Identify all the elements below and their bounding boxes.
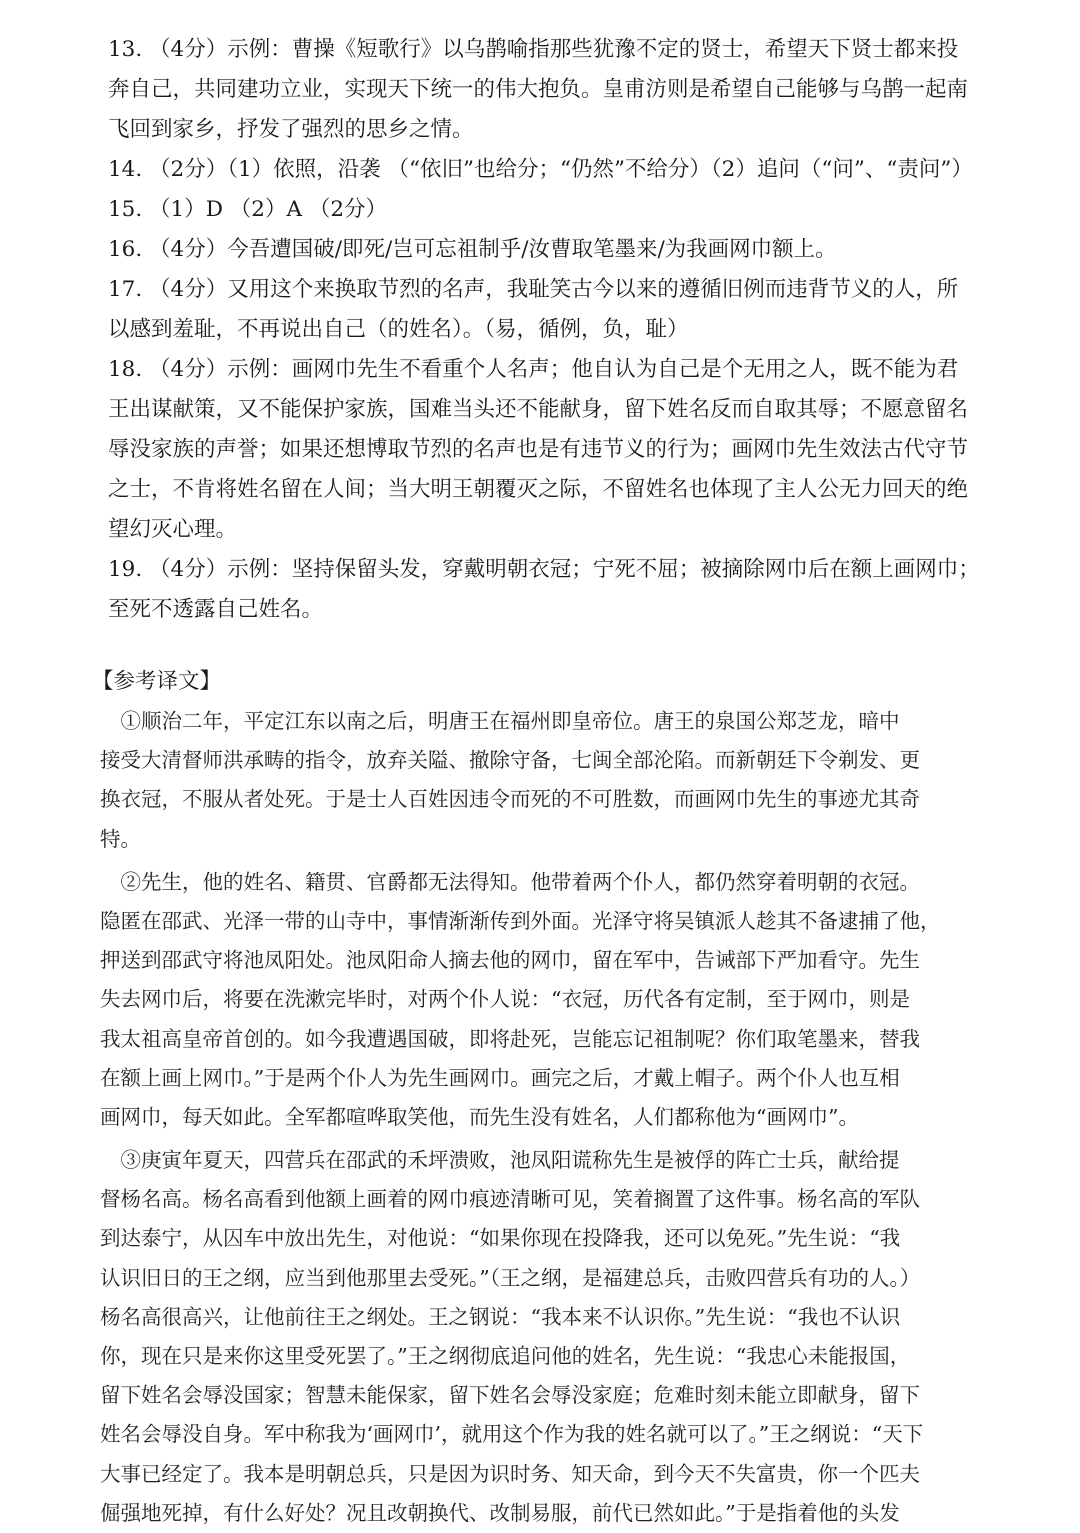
answer-item xyxy=(108,550,988,630)
translation-line: 认识旧日的王之纲，应当到他那里去受死。”（王之纲，是福建总兵，击败四营兵有功的人。） xyxy=(100,1265,921,1290)
translation-line: 在额上画上网巾。”于是两个仆人为先生画网巾。画完之后，才戴上帽子。两个仆人也互相 xyxy=(100,1065,900,1090)
answer-item xyxy=(108,230,988,270)
answer-line: 18. （4分）示例：画网巾先生不看重个人名声；他自认为自己是个无用之人，既不能为君 xyxy=(108,357,959,382)
answer-line: 王出谋献策，又不能保护家族，国难当头还不能献身，留下姓名反而自取其辱；不愿意留名 xyxy=(108,397,969,422)
reference-translation-section xyxy=(92,662,985,1533)
answer-line: 以感到羞耻，不再说出自己（的姓名）。（易，循例，负，耻） xyxy=(108,317,689,342)
translation-paragraph xyxy=(100,863,985,1137)
translation-line: 杨名高很高兴，让他前往王之纲处。王之钢说：“我本来不认识你。”先生说：“我也不认识 xyxy=(100,1304,901,1329)
answer-item xyxy=(108,30,988,150)
answer-item xyxy=(108,150,988,190)
translation-line: 特。 xyxy=(100,826,141,851)
answer-line: 16. （4分）今吾遭国破/即死/岂可忘祖制乎/汝曹取笔墨来/为我画网巾额上。 xyxy=(108,237,837,262)
answer-item xyxy=(108,350,988,550)
translation-line: 留下姓名会辱没国家；智慧未能保家，留下姓名会辱没家庭；危难时刻未能立即献身，留下 xyxy=(100,1383,920,1408)
translation-line: 姓名会辱没自身。军中称我为‘画网巾’，就用这个作为我的姓名就可以了。”王之纲说：“天下 xyxy=(100,1422,924,1447)
translation-paragraph xyxy=(100,702,985,859)
translation-line: 督杨名高。杨名高看到他额上画着的网巾痕迹清晰可见，笑着搁置了这件事。杨名高的军队 xyxy=(100,1187,920,1212)
answer-line: 之士，不肯将姓名留在人间；当大明王朝覆灭之际，不留姓名也体现了主人公无力回天的绝 xyxy=(108,477,969,502)
translation-paragraph xyxy=(100,1141,985,1533)
answer-line: 15. （1）D （2）A （2分） xyxy=(108,197,387,222)
translation-line: 大事已经定了。我本是明朝总兵，只是因为识时务、知天命，到今天不失富贵，你一个匹夫 xyxy=(100,1461,920,1486)
translation-line: 你，现在只是来你这里受死罢了。”王之纲彻底追问他的姓名，先生说：“我忠心未能报国， xyxy=(100,1344,911,1368)
translation-line: 换衣冠，不服从者处死。于是士人百姓因违令而死的不可胜数，而画网巾先生的事迹尤其奇 xyxy=(100,787,920,812)
translation-line: 接受大清督师洪承畴的指令，放弃关隘、撤除守备，七闽全部沦陷。而新朝廷下令剃发、更 xyxy=(100,748,920,773)
answer-item xyxy=(108,270,988,350)
answer-line: 17. （4分）又用这个来换取节烈的名声，我耻笑古今以来的遵循旧例而违背节义的人，所 xyxy=(108,277,959,302)
translation-line: ②先生，他的姓名、籍贯、官爵都无法得知。他带着两个仆人，都仍然穿着明朝的衣冠。 xyxy=(100,869,920,894)
translation-line: 我太祖高皇帝首创的。如今我遭遇国破，即将赴死，岂能忘记祖制呢？你们取笔墨来，替我 xyxy=(100,1026,920,1051)
answer-key-section xyxy=(108,30,988,630)
answer-line: 13. （4分）示例：曹操《短歌行》以乌鹊喻指那些犹豫不定的贤士，希望天下贤士都来投 xyxy=(108,37,959,62)
translation-line: 画网巾，每天如此。全军都喧哗取笑他，而先生没有姓名，人们都称他为“画网巾”。 xyxy=(100,1104,859,1129)
answer-line: 至死不透露自己姓名。 xyxy=(108,597,324,622)
translation-line: 倔强地死掉，有什么好处？况且改朝换代、改制易服，前代已然如此。”于是指着他的头发 xyxy=(100,1500,900,1525)
answer-line: 飞回到家乡，抒发了强烈的思乡之情。 xyxy=(108,117,474,142)
translation-line: 失去网巾后，将要在洗漱完毕时，对两个仆人说：“衣冠，历代各有定制，至于网巾，则是 xyxy=(100,987,910,1012)
answer-line: 辱没家族的声誉；如果还想博取节烈的名声也是有违节义的行为；画网巾先生效法古代守节 xyxy=(108,437,969,462)
answer-line: 奔自己，共同建功立业，实现天下统一的伟大抱负。皇甫汸则是希望自己能够与乌鹊一起南 xyxy=(108,77,969,102)
translation-line: 隐匿在邵武、光泽一带的山寺中，事情渐渐传到外面。光泽守将吴镇派人趁其不备逮捕了他， xyxy=(100,908,941,933)
answer-line: 14. （2分）（1）依照，沿袭 （“依旧”也给分；“仍然”不给分）（2）追问（“问”、“责问”） xyxy=(108,157,973,182)
translation-heading: 【参考译文】 xyxy=(92,669,222,694)
translation-line: 押送到邵武守将池凤阳处。池凤阳命人摘去他的网巾，留在军中，告诫部下严加看守。先生 xyxy=(100,948,920,973)
translation-line: ①顺治二年，平定江东以南之后，明唐王在福州即皇帝位。唐王的泉国公郑芝龙，暗中 xyxy=(100,709,900,733)
answer-item xyxy=(108,190,988,230)
translation-line: 到达泰宁，从囚车中放出先生，对他说：“如果你现在投降我，还可以免死。”先生说：“我 xyxy=(100,1226,901,1251)
answer-line: 19. （4分）示例：坚持保留头发，穿戴明朝衣冠；宁死不屈；被摘除网巾后在额上画网巾； xyxy=(108,557,980,582)
translation-line: ③庚寅年夏天，四营兵在邵武的禾坪溃败，池凤阳谎称先生是被俘的阵亡士兵，献给提 xyxy=(100,1148,900,1173)
answer-line: 望幻灭心理。 xyxy=(108,517,238,542)
